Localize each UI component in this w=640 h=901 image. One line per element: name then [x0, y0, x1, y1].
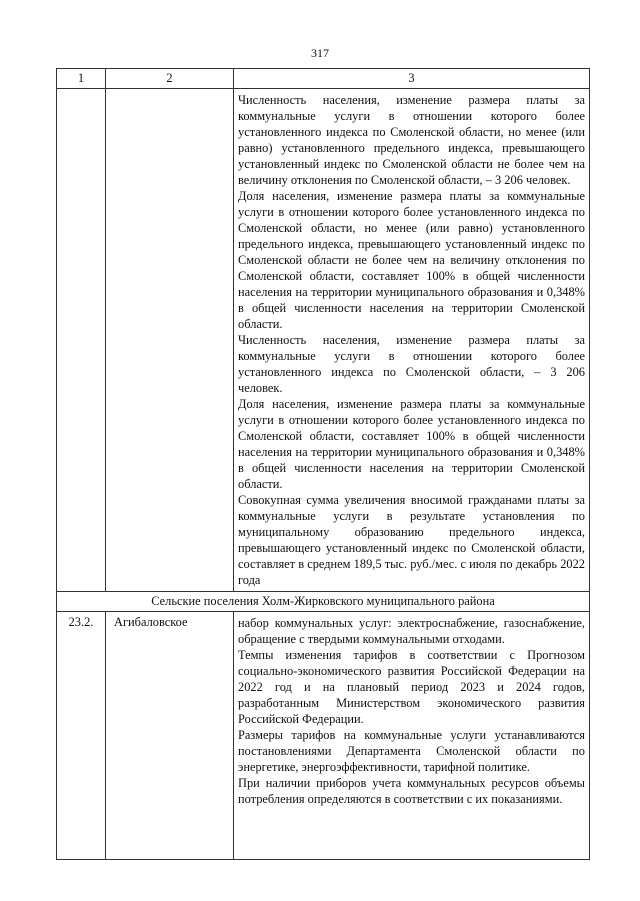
row-description-cell — [234, 89, 590, 592]
paragraph: Темпы изменения тарифов в соответствии с Прогнозом социально-экономического развития Российской Федерации на 2022 год и на плановый период 2023 и 2024 годов, разработанным Министерством экономического развития Российской Федерации. — [238, 648, 585, 726]
row-number-cell — [57, 89, 106, 592]
paragraph: При наличии приборов учета коммунальных ресурсов объемы потребления определяются в соответствии с их показаниями. — [238, 776, 585, 806]
paragraph: Численность населения, изменение размера платы за коммунальные услуги в отношении которого более установленного индекса по Смоленской области, но менее (или равно) установленного предельного индекса, превышающего установленный индекс по Смоленской области не более чем на величину отклонения по Смоленской области, – 3 206 человек. — [238, 93, 585, 187]
paragraph: Численность населения, изменение размера платы за коммунальные услуги в отношении которого более установленного индекса по Смоленской области, – 3 206 человек. — [238, 333, 585, 395]
table-header-row — [57, 69, 590, 89]
page-number: 317 — [311, 46, 329, 60]
row-name-cell: Агибаловское — [106, 612, 234, 860]
paragraph: Размеры тарифов на коммунальные услуги устанавливаются постановлениями Департамента Смоленской области по энергетике, энергоэффективности, тарифной политике. — [238, 728, 585, 774]
row-number-cell: 23.2. — [57, 612, 106, 860]
paragraph: Доля населения, изменение размера платы за коммунальные услуги в отношении которого более установленного индекса по Смоленской области, составляет 100% в общей численности населения на территории муниципального образования и 0,348% в общей численности населения на территории Смоленской области. — [238, 397, 585, 491]
data-table — [56, 68, 590, 860]
section-heading-row — [57, 592, 590, 612]
row-name-cell — [106, 89, 234, 592]
column-header-3: 3 — [234, 69, 590, 89]
column-header-2: 2 — [106, 69, 234, 89]
table-row-continuation — [57, 89, 590, 592]
column-header-1: 1 — [57, 69, 106, 89]
paragraph: Доля населения, изменение размера платы за коммунальные услуги в отношении которого более установленного индекса по Смоленской области, но менее (или равно) установленного предельного индекса, превышающего установленный индекс по Смоленской области не более чем на величину отклонения по Смоленской области, составляет 100% в общей численности населения на территории муниципального образования и 0,348% в общей численности населения на территории Смоленской области. — [238, 189, 585, 331]
paragraph: Совокупная сумма увеличения вносимой гражданами платы за коммунальные услуги в результате установления по муниципальному образованию предельного индекса, превышающего установленный индекс по Смоленской области, составляет в среднем 189,5 тыс. руб./мес. с июля по декабрь 2022 года — [238, 493, 585, 587]
row-description-cell — [234, 612, 590, 860]
section-heading: Сельские поселения Холм-Жирковского муниципального района — [57, 592, 590, 612]
table-row-entry — [57, 612, 590, 860]
paragraph: набор коммунальных услуг: электроснабжение, газоснабжение, обращение с твердыми коммунальными отходами. — [238, 616, 585, 646]
